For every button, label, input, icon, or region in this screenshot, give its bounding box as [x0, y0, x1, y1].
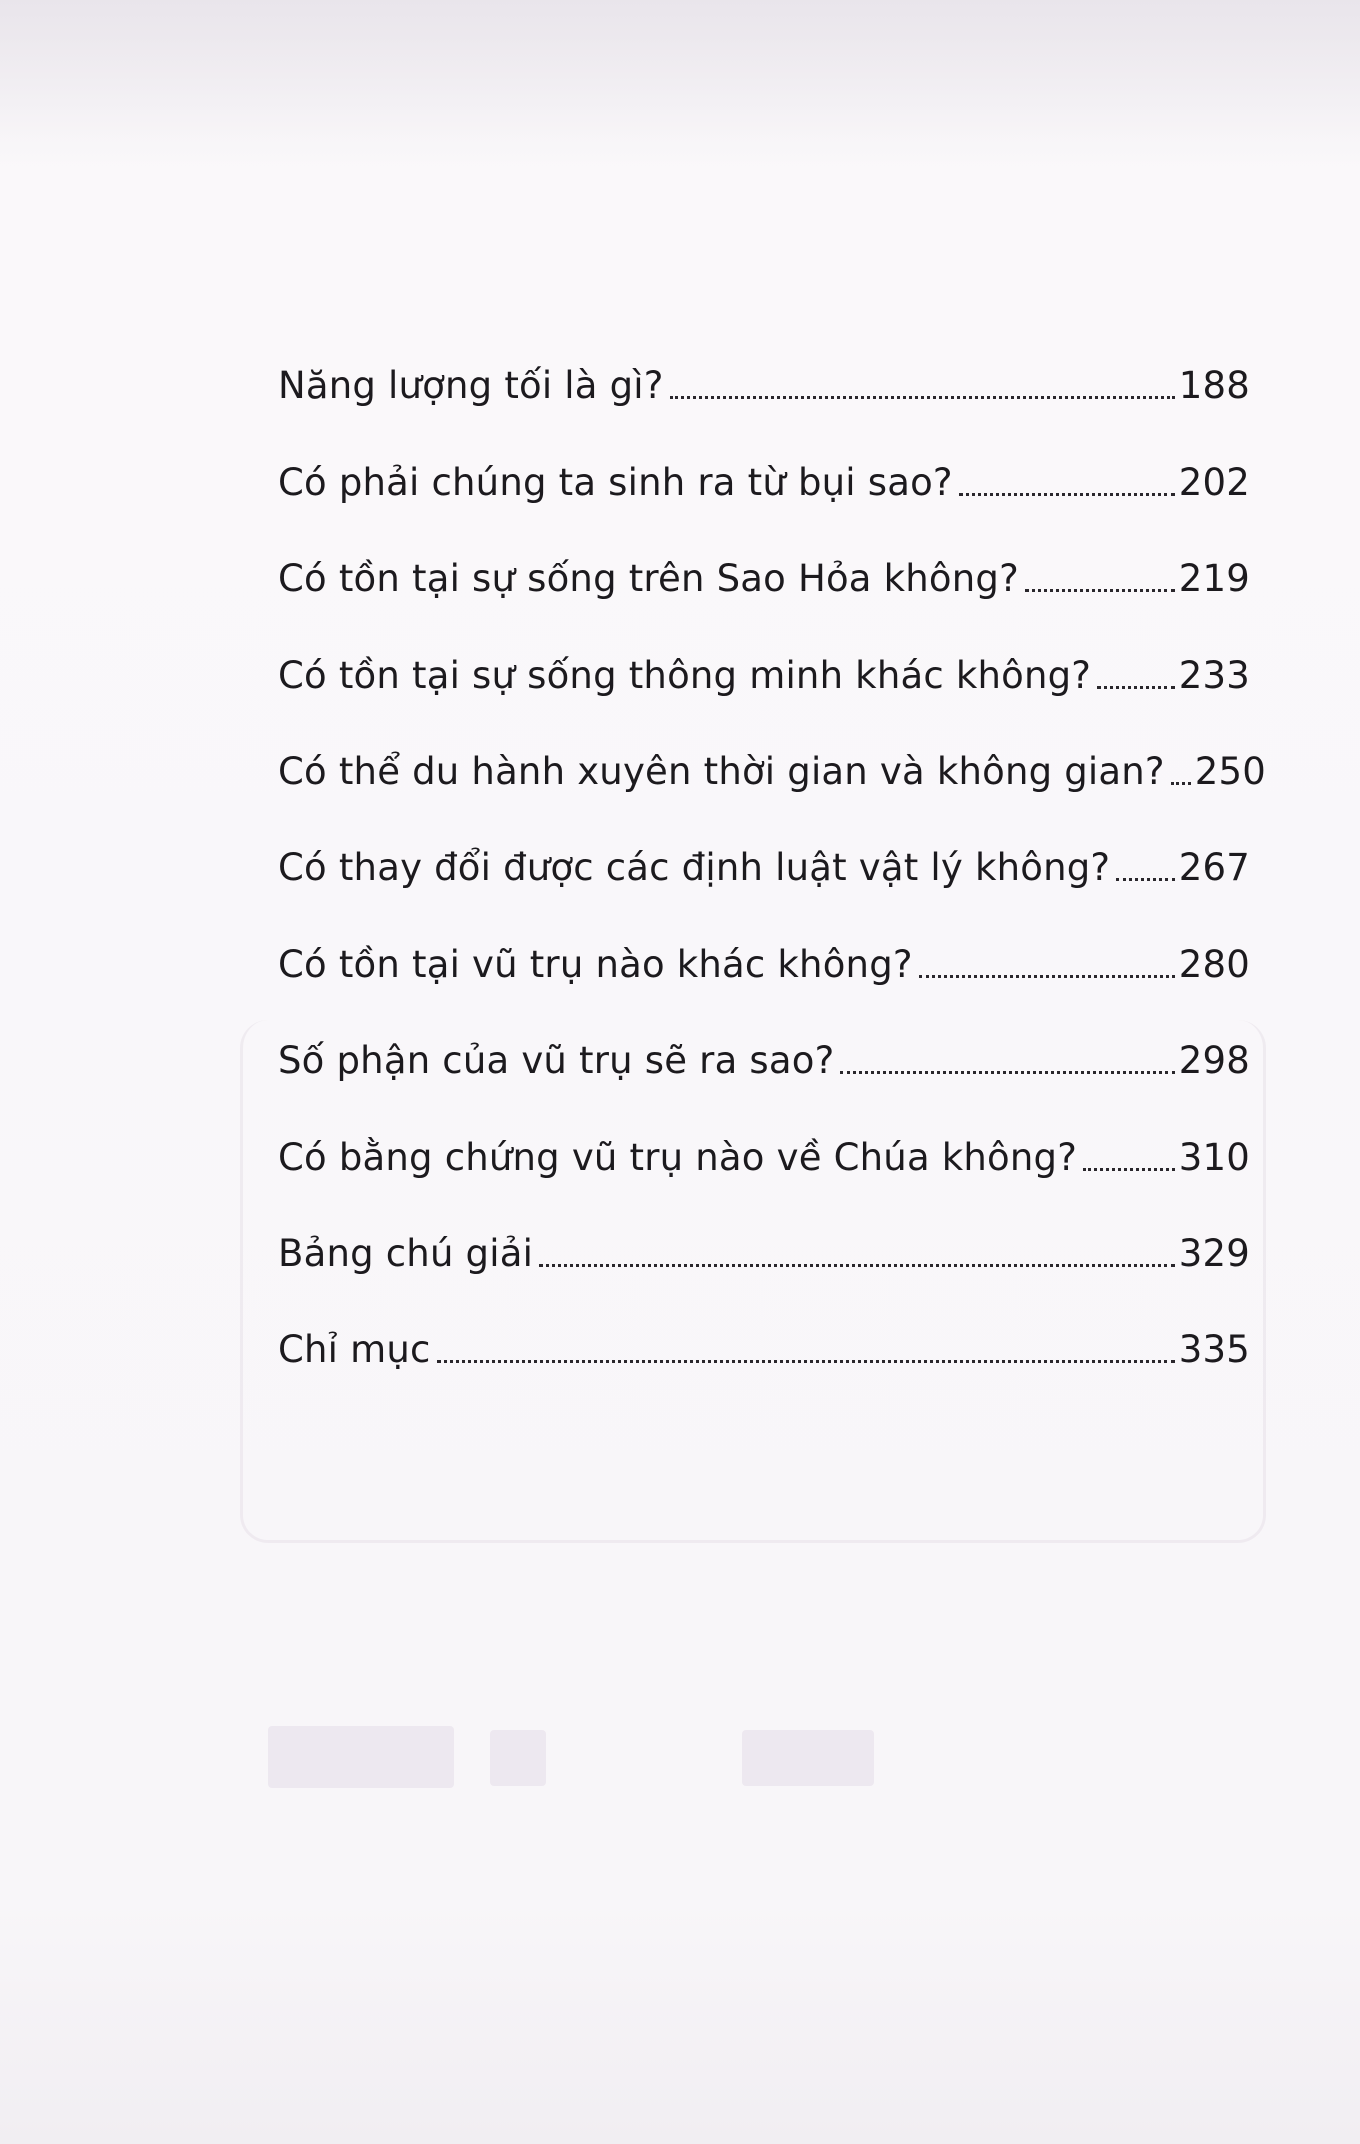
toc-dot-leader	[840, 1071, 1174, 1074]
toc-entry-title: Chỉ mục	[278, 1328, 431, 1372]
toc-entry[interactable]	[278, 322, 1250, 418]
toc-entry-title: Năng lượng tối là gì?	[278, 364, 664, 408]
toc-entry[interactable]	[278, 418, 1250, 514]
toc-dot-leader	[670, 396, 1175, 399]
table-of-contents	[278, 322, 1267, 1382]
toc-dot-leader	[919, 975, 1175, 978]
toc-entry-page: 329	[1178, 1231, 1250, 1275]
toc-entry[interactable]	[278, 900, 1250, 996]
toc-entry-title: Có tồn tại vũ trụ nào khác không?	[278, 942, 913, 986]
toc-entry-title: Có phải chúng ta sinh ra từ bụi sao?	[278, 460, 953, 504]
toc-entry[interactable]	[278, 1093, 1250, 1189]
toc-entry-title: Có tồn tại sự sống thông minh khác không?	[278, 653, 1092, 697]
toc-entry-title: Có thay đổi được các định luật vật lý không?	[278, 846, 1111, 890]
toc-dot-leader	[959, 493, 1175, 496]
toc-dot-leader	[539, 1264, 1175, 1267]
page-edge-shadow	[0, 0, 1360, 170]
toc-entry-title: Bảng chú giải	[278, 1231, 534, 1275]
toc-dot-leader	[1083, 1168, 1175, 1171]
toc-entry[interactable]	[278, 804, 1250, 900]
toc-entry-title: Có tồn tại sự sống trên Sao Hỏa không?	[278, 557, 1019, 601]
show-through-logo-block	[742, 1730, 874, 1786]
toc-entry[interactable]	[278, 515, 1250, 611]
toc-entry-title: Số phận của vũ trụ sẽ ra sao?	[278, 1039, 835, 1083]
toc-entry-title: Có thể du hành xuyên thời gian và không gian?	[278, 749, 1165, 793]
toc-entry-page: 202	[1178, 460, 1250, 504]
toc-entry[interactable]	[278, 611, 1250, 707]
toc-entry-page: 233	[1178, 653, 1250, 697]
toc-entry-title: Có bằng chứng vũ trụ nào về Chúa không?	[278, 1135, 1078, 1179]
toc-entry-page: 280	[1178, 942, 1250, 986]
toc-dot-leader	[1171, 782, 1191, 785]
show-through-logo-block	[490, 1730, 546, 1786]
toc-dot-leader	[1025, 589, 1175, 592]
toc-entry-page: 250	[1194, 749, 1267, 793]
toc-entry[interactable]	[278, 997, 1250, 1093]
toc-entry-page: 335	[1178, 1328, 1250, 1372]
toc-entry-page: 188	[1178, 364, 1250, 408]
toc-entry[interactable]	[278, 1190, 1250, 1286]
toc-entry[interactable]	[278, 1286, 1250, 1382]
toc-entry[interactable]	[278, 708, 1267, 804]
show-through-logo-block	[268, 1726, 454, 1788]
toc-dot-leader	[1097, 686, 1175, 689]
toc-entry-page: 298	[1178, 1039, 1250, 1083]
toc-entry-page: 219	[1178, 557, 1250, 601]
toc-entry-page: 267	[1178, 846, 1250, 890]
toc-dot-leader	[1116, 878, 1175, 881]
toc-dot-leader	[437, 1360, 1175, 1363]
toc-entry-page: 310	[1178, 1135, 1250, 1179]
